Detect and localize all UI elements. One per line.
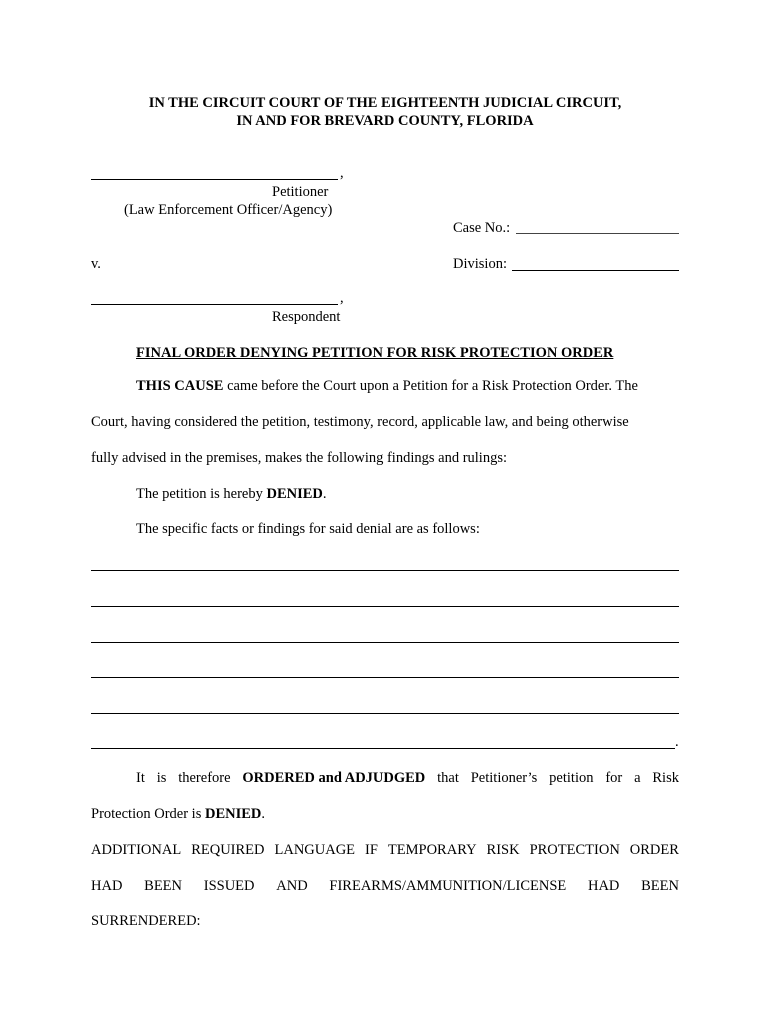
ordered-word: Petitioner’s xyxy=(470,770,538,786)
cause-line-2: Court, having considered the petition, testimony, record, applicable law, and being otherwise xyxy=(91,414,629,430)
findings-blank-line-3[interactable] xyxy=(91,642,679,643)
petition-denied-line xyxy=(136,486,327,503)
versus-label: v. xyxy=(91,256,101,272)
facts-intro: The specific facts or findings for said denial are as follows: xyxy=(136,521,480,537)
additional-word: IF xyxy=(365,842,378,858)
ordered-word: a xyxy=(634,770,641,786)
additional-word: HAD xyxy=(587,878,620,894)
ordered-line-2-suffix: . xyxy=(261,806,265,822)
petitioner-name-blank[interactable] xyxy=(91,179,338,180)
additional-word: ORDER xyxy=(629,842,679,858)
additional-word: ADDITIONAL xyxy=(91,842,182,858)
denied-prefix: The petition is hereby xyxy=(136,486,267,502)
additional-line-3: SURRENDERED: xyxy=(91,913,201,929)
additional-word: BEEN xyxy=(641,878,679,894)
additional-word: TEMPORARY xyxy=(387,842,477,858)
ordered-adjudged-bold: ORDERED and ADJUDGED xyxy=(242,770,426,786)
division-blank[interactable] xyxy=(512,270,679,271)
additional-line-1 xyxy=(91,842,679,859)
ordered-word: petition xyxy=(549,770,594,786)
ordered-line-1 xyxy=(136,770,679,787)
court-header-line-1: IN THE CIRCUIT COURT OF THE EIGHTEENTH JUDICIAL CIRCUIT, xyxy=(148,95,622,111)
additional-word: REQUIRED xyxy=(191,842,265,858)
case-number-blank[interactable] xyxy=(516,233,679,234)
respondent-name-blank[interactable] xyxy=(91,304,338,305)
case-number-label: Case No.: xyxy=(453,220,511,236)
ordered-word: for xyxy=(605,770,623,786)
ordered-denied-bold: DENIED xyxy=(204,806,262,822)
cause-line-3: fully advised in the premises, makes the following findings and rulings: xyxy=(91,450,508,466)
ordered-word: Risk xyxy=(652,770,679,786)
additional-word: BEEN xyxy=(144,878,183,894)
additional-word: AND xyxy=(276,878,308,894)
ordered-line-2-prefix: Protection Order is xyxy=(91,806,205,822)
petitioner-label: Petitioner xyxy=(272,184,329,200)
petitioner-comma: , xyxy=(340,165,344,181)
this-cause-bold: THIS CAUSE xyxy=(136,378,224,394)
additional-word: RISK xyxy=(486,842,520,858)
petitioner-sublabel: (Law Enforcement Officer/Agency) xyxy=(124,202,333,218)
respondent-label: Respondent xyxy=(272,309,341,325)
additional-word: PROTECTION xyxy=(529,842,620,858)
findings-blank-line-6[interactable] xyxy=(91,748,675,749)
findings-blank-line-5[interactable] xyxy=(91,713,679,714)
additional-line-2 xyxy=(91,878,679,895)
ordered-word: therefore xyxy=(178,770,231,786)
ordered-line-2 xyxy=(91,806,265,823)
order-title: FINAL ORDER DENYING PETITION FOR RISK PROTECTION ORDER xyxy=(136,345,614,361)
court-header-line-2: IN AND FOR BREVARD COUNTY, FLORIDA xyxy=(236,113,534,129)
respondent-comma: , xyxy=(340,290,344,306)
ordered-word: It xyxy=(136,770,145,786)
additional-word: HAD xyxy=(91,878,123,894)
additional-word: ISSUED xyxy=(203,878,255,894)
findings-blank-line-4[interactable] xyxy=(91,677,679,678)
ordered-word: that xyxy=(437,770,459,786)
ordered-word: is xyxy=(156,770,167,786)
findings-blank-line-2[interactable] xyxy=(91,606,679,607)
division-label: Division: xyxy=(453,256,507,272)
denied-bold: DENIED xyxy=(266,486,323,502)
cause-line-1 xyxy=(136,378,638,395)
cause-line-1-rest: came before the Court upon a Petition for a Risk Protection Order. The xyxy=(223,378,638,394)
findings-end-period: . xyxy=(675,734,679,750)
denied-suffix: . xyxy=(322,486,327,502)
additional-word: FIREARMS/AMMUNITION/LICENSE xyxy=(329,878,567,894)
additional-word: LANGUAGE xyxy=(274,842,356,858)
findings-blank-line-1[interactable] xyxy=(91,570,679,571)
